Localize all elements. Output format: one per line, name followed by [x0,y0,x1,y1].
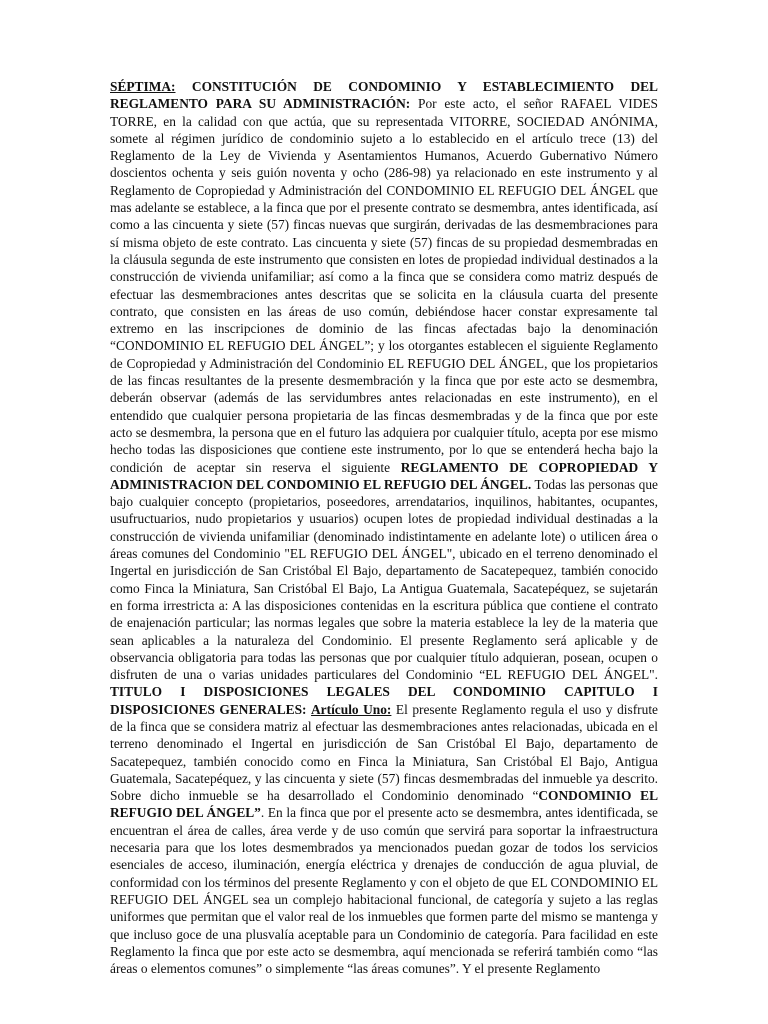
regulation-title: REGLAMENTO DE COPROPIEDAD Y ADMINISTRACION DEL CONDOMINIO EL REFUGIO DEL ÁNGEL. [110,459,658,492]
article-one-continuation-text: . En la finca que por el presente acto se desmembra, antes identificada, se encuentran el área de calles, área verde y de uso común que servirá para soportar la infraestructura necesaria para que los lotes desmembrados ya mencionados puedan gozar de todos los servicios esenciales de acceso, iluminación, energía eléctrica y drenajes de conducción de agua pluvial, de conformidad con los términos del presente Reglamento y con el objeto de que EL CONDOMINIO EL REFUGIO DEL ÁNGEL sea un complejo habitacional funcional, de categoría y sujeto a las reglas uniformes que permitan que el valor real de los inmuebles que formen parte del mismo se mantenga y que incluso goce de una plusvalía aceptable para un Condominio de categoría. Para facilidad en este Reglamento la finca que por este acto se desmembra, aquí mencionada se referirá también como “las áreas o elementos comunes” o simplemente “las áreas comunes”. Y el presente Reglamento [110,805,658,977]
condominium-name: CONDOMINIO EL REFUGIO DEL ÁNGEL” [110,788,659,821]
title-chapter-heading: TITULO I DISPOSICIONES LEGALES DEL CONDOMINIO CAPITULO I DISPOSICIONES GENERALES: [110,684,658,717]
regulation-intro-text: Todas las personas que bajo cualquier concepto (propietarios, poseedores, arrendatarios, inquilinos, habitantes, ocupantes, usufructuarios, nudo propietarios y usuarios) ocupen lotes de propiedad individual destinadas a la construcción de vivienda unifamiliar (denominado indistintamente en adelante lote) o utilicen área o áreas comunes del Condominio "EL REFUGIO DEL ÁNGEL", ubicado en el terreno denominado el Ingertal en jurisdicción de San Cristóbal El Bajo, departamento de Sacatepequez, también conocido como Finca la Miniatura, San Cristóbal El Bajo, La Antigua Guatemala, Sacatepéquez, se sujetarán en forma irrestricta a: A las disposiciones contenidas en la escritura pública que contiene el contrato de enajenación particular; las normas legales que sobre la materia establece la ley de la materia que sean aplicables a la naturaleza del Condominio. El presente Reglamento será aplicable y de observancia obligatoria para todas las personas que por cualquier título adquieran, posean, ocupen o disfruten de una o varias unidades particulares del Condominio “EL REFUGIO DEL ÁNGEL". [110,476,658,683]
clause-heading-label: SÉPTIMA: [110,79,176,94]
article-one-text: El presente Reglamento regula el uso y disfrute de la finca que se considera matriz al efectuar las desmembraciones antes relacionadas, ubicada en el terreno denominado el Ingertal en jurisdicción de San Cristóbal El Bajo, departamento de Sacatepequez, también conocido como en Finca la Miniatura, San Cristóbal El Bajo, Antigua Guatemala, Sacatepéquez, y las cincuenta y siete (57) fincas desmembradas del inmueble ya descrito. Sobre dicho inmueble se ha desarrollado el Condominio denominado “ [110,701,658,804]
clause-heading-title: CONSTITUCIÓN DE CONDOMINIO Y ESTABLECIMIENTO DEL REGLAMENTO PARA SU ADMINISTRACIÓN: [110,79,658,112]
clause-body-text: Por este acto, el señor RAFAEL VIDES TORRE, en la calidad con que actúa, que su representada VITORRE, SOCIEDAD ANÓNIMA, somete al régimen jurídico de condominio sujeto a lo establecido en el artículo trece (13) del Reglamento de la Ley de Vivienda y Asentamientos Humanos, Acuerdo Gubernativo Número doscientos ochenta y seis guión noventa y ocho (286-98) ya relacionado en este instrumento y al Reglamento de Copropiedad y Administración del CONDOMINIO EL REFUGIO DEL ÁNGEL que mas adelante se establece, a la finca que por el presente contrato se desmembra, antes identificada, así como a las cincuenta y siete (57) fincas nuevas que surgirán, derivadas de las desmembraciones para sí misma objeto de este contrato. Las cincuenta y siete (57) fincas de su propiedad desmembradas en la cláusula segunda de este instrumento que consisten en lotes de propiedad individual destinados a la construcción de vivienda unifamiliar; así como a la finca que se considera como matriz después de efectuar las desmembraciones antes descritas que se solicita en la cláusula cuarta del presente contrato, que consisten en las áreas de uso común, debiéndose hacer constar expresamente tal extremo en las inscripciones de dominio de las fincas afectadas bajo la denominación “CONDOMINIO EL REFUGIO DEL ÁNGEL”; y los otorgantes establecen el siguiente Reglamento de Copropiedad y Administración del Condominio EL REFUGIO DEL ÁNGEL, que los propietarios de las fincas resultantes de la presente desmembración y la finca que por este acto se desmembra, deberán observar (además de las servidumbres antes relacionadas en este instrumento), en el entendido que cualquier persona propietaria de las fincas desmembradas y de la finca que por este acto se desmembra, la persona que en el futuro las adquiera por cualquier título, acepta por ese mismo hecho todas las disposiciones que contiene este instrumento, por lo que se entenderá hecha bajo la condición de aceptar sin reserva el siguiente [110,96,658,475]
document-paragraph [110,78,658,977]
document-page [110,78,658,977]
article-one-heading: Artículo Uno: [311,701,392,717]
